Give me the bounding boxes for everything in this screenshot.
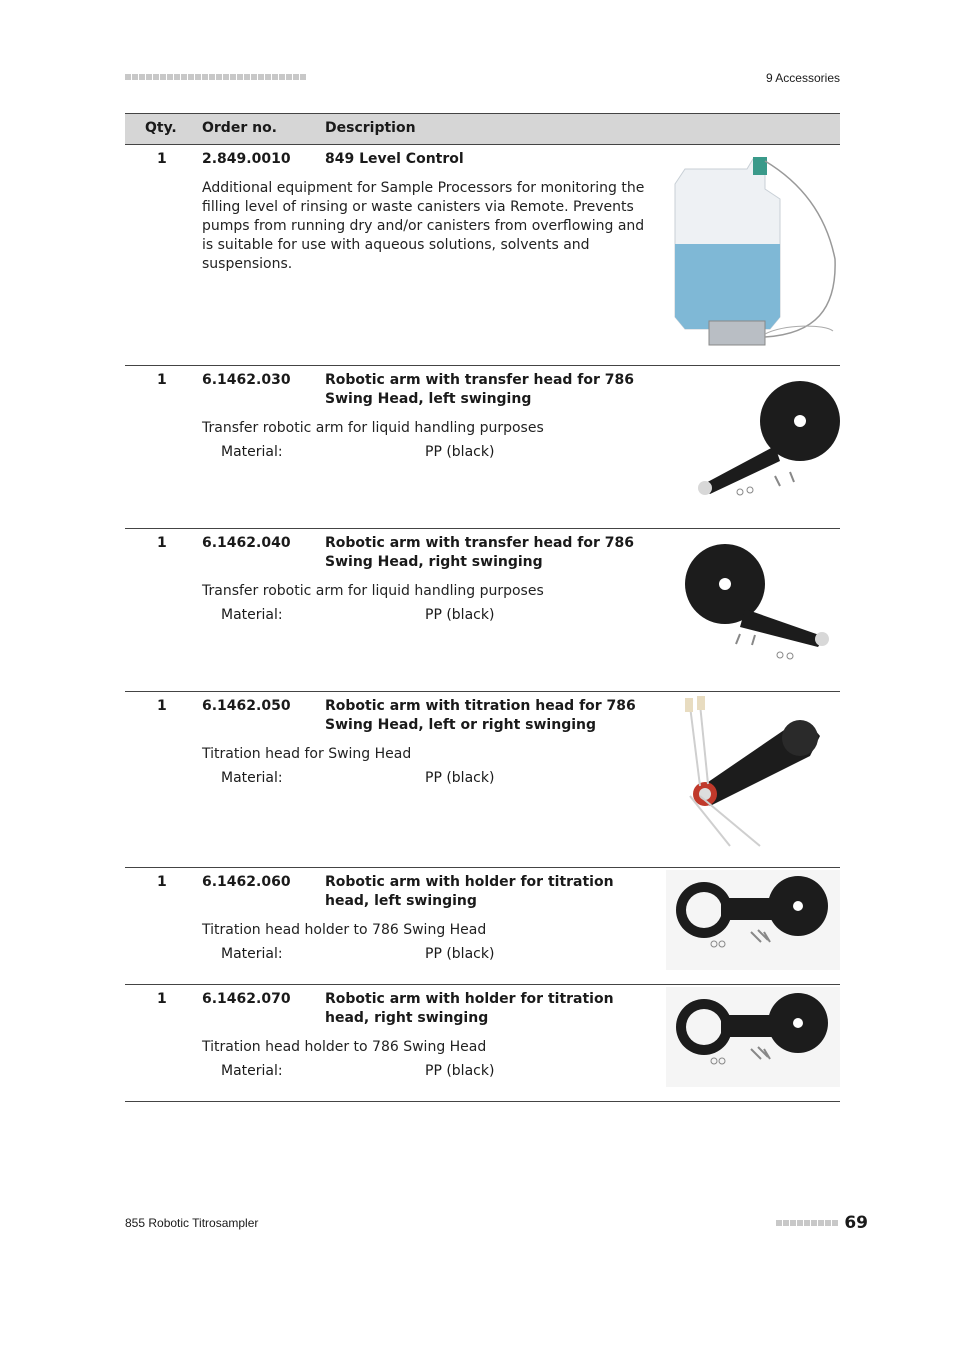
holder-arm-left-image bbox=[666, 870, 840, 970]
row-order-no: 6.1462.040 bbox=[202, 535, 291, 551]
row-qty: 1 bbox=[157, 874, 167, 890]
row-title: Robotic arm with holder for titration head, left swinging bbox=[325, 874, 614, 909]
row-description: Transfer robotic arm for liquid handling purposes bbox=[202, 583, 544, 599]
material-value: PP (black) bbox=[425, 770, 495, 786]
material-label: Material: bbox=[221, 946, 283, 962]
robotic-arm-left-image bbox=[680, 376, 840, 506]
row-qty: 1 bbox=[157, 991, 167, 1007]
material-label: Material: bbox=[221, 607, 283, 623]
row-order-no: 6.1462.070 bbox=[202, 991, 291, 1007]
material-value: PP (black) bbox=[425, 607, 495, 623]
material-value: PP (black) bbox=[425, 444, 495, 460]
row-qty: 1 bbox=[157, 372, 167, 388]
col-description: Description bbox=[325, 120, 416, 136]
table-row bbox=[125, 692, 840, 868]
row-description: Transfer robotic arm for liquid handling purposes bbox=[202, 420, 544, 436]
row-title: Robotic arm with holder for titration head, right swinging bbox=[325, 991, 614, 1026]
row-order-no: 2.849.0010 bbox=[202, 151, 291, 167]
section-title: 9 Accessories bbox=[765, 71, 840, 85]
material-value: PP (black) bbox=[425, 946, 495, 962]
row-description: Titration head for Swing Head bbox=[202, 746, 412, 762]
header-decoration bbox=[125, 74, 306, 80]
row-title: Robotic arm with transfer head for 786 Swing Head, right swinging bbox=[325, 535, 635, 570]
col-order-no: Order no. bbox=[202, 120, 278, 136]
footer-page bbox=[776, 1213, 868, 1233]
table-row bbox=[125, 145, 840, 366]
row-order-no: 6.1462.050 bbox=[202, 698, 291, 714]
row-title: Robotic arm with transfer head for 786 Swing Head, left swinging bbox=[325, 372, 635, 407]
row-qty: 1 bbox=[157, 151, 167, 167]
table-row bbox=[125, 529, 840, 692]
page-number: 69 bbox=[844, 1213, 868, 1233]
col-qty: Qty. bbox=[145, 120, 177, 136]
row-order-no: 6.1462.060 bbox=[202, 874, 291, 890]
titration-arm-image bbox=[670, 696, 840, 856]
material-label: Material: bbox=[221, 770, 283, 786]
row-description: Additional equipment for Sample Processors for monitoring the filling level of rinsing or waste canisters via Remote. Prevents pumps from running dry and/or canisters from overflowing and is suitable for use with aqueous solutions, solvents and suspensions. bbox=[202, 180, 645, 272]
row-description: Titration head holder to 786 Swing Head bbox=[202, 922, 487, 938]
row-order-no: 6.1462.030 bbox=[202, 372, 291, 388]
accessories-table bbox=[125, 113, 840, 1102]
material-label: Material: bbox=[221, 1063, 283, 1079]
material-label: Material: bbox=[221, 444, 283, 460]
row-description: Titration head holder to 786 Swing Head bbox=[202, 1039, 487, 1055]
table-row bbox=[125, 366, 840, 529]
row-title: 849 Level Control bbox=[325, 151, 464, 167]
robotic-arm-right-image bbox=[680, 539, 840, 669]
row-qty: 1 bbox=[157, 535, 167, 551]
canister-image bbox=[665, 149, 840, 355]
footer-decoration bbox=[776, 1220, 838, 1226]
footer-product: 855 Robotic Titrosampler bbox=[125, 1216, 259, 1230]
material-value: PP (black) bbox=[425, 1063, 495, 1079]
row-title: Robotic arm with titration head for 786 Swing Head, left or right swinging bbox=[325, 698, 636, 733]
table-header bbox=[125, 113, 840, 145]
table-row bbox=[125, 985, 840, 1102]
holder-arm-right-image bbox=[666, 987, 840, 1087]
table-row bbox=[125, 868, 840, 985]
row-qty: 1 bbox=[157, 698, 167, 714]
